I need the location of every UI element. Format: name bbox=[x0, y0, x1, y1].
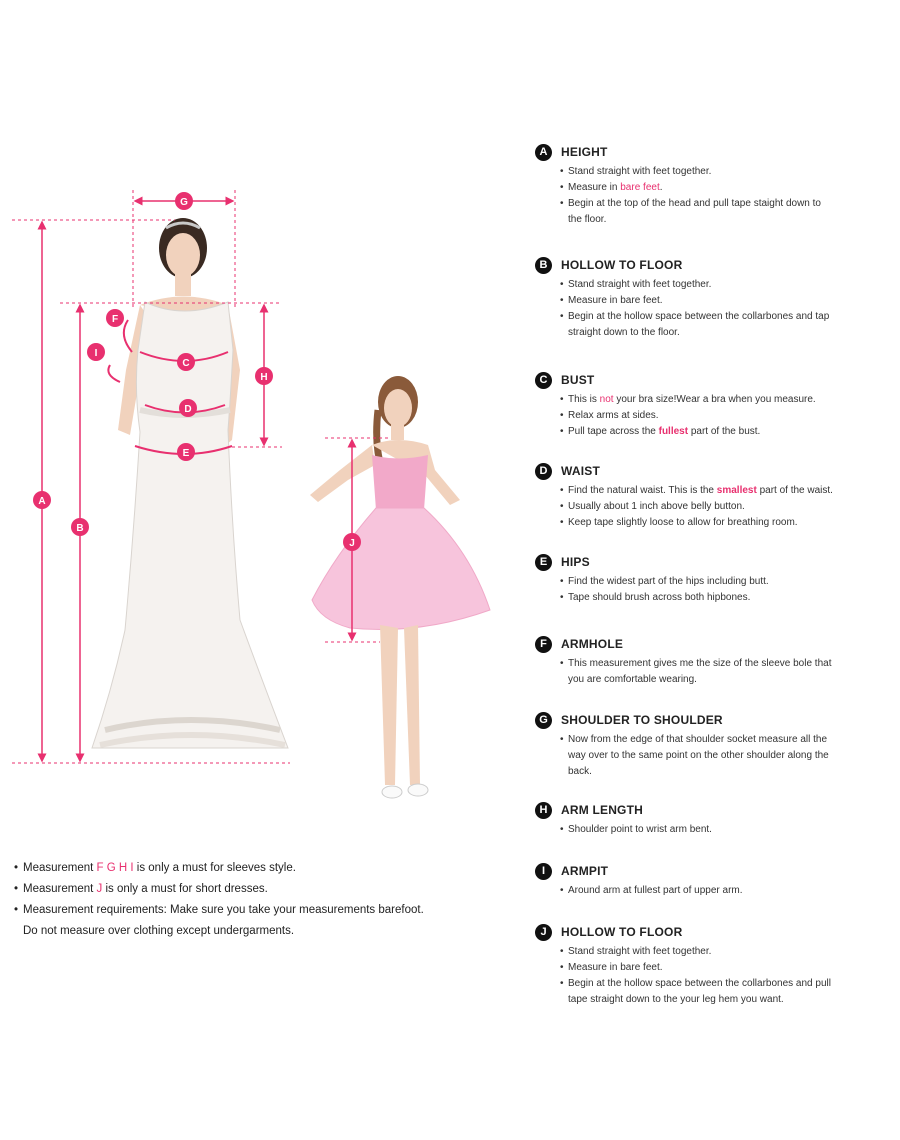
badge-i: I bbox=[535, 863, 552, 880]
section-title: BUST bbox=[561, 373, 595, 387]
bullet: • Stand straight with feet together. bbox=[560, 944, 865, 960]
bullet: • Around arm at fullest part of upper arm. bbox=[560, 883, 865, 899]
bullet: • Measure in bare feet. bbox=[560, 293, 865, 309]
bride-figure bbox=[92, 218, 288, 748]
svg-text:I: I bbox=[94, 348, 98, 359]
section-title: ARMPIT bbox=[561, 864, 609, 878]
marker-b bbox=[71, 518, 89, 536]
bullet-continuation: the floor. bbox=[568, 214, 607, 225]
svg-text:C: C bbox=[182, 358, 190, 369]
badge-e: E bbox=[535, 554, 552, 571]
measurement-notes bbox=[14, 858, 484, 942]
badge-d: D bbox=[535, 463, 552, 480]
badge-h: H bbox=[535, 802, 552, 819]
marker-f bbox=[106, 309, 124, 327]
bullet-continuation: way over to the same point on the other shoulder along the bbox=[568, 750, 829, 761]
marker-e bbox=[177, 443, 195, 461]
badge-c: C bbox=[535, 372, 552, 389]
section-title: HOLLOW TO FLOOR bbox=[561, 925, 683, 939]
marker-i bbox=[87, 343, 105, 361]
bullet: • Measure in bare feet. bbox=[560, 180, 865, 196]
badge-b: B bbox=[535, 257, 552, 274]
section-height bbox=[535, 143, 865, 228]
svg-text:D: D bbox=[184, 404, 192, 415]
bullet: • Tape should brush across both hipbones. bbox=[560, 590, 865, 606]
bullet-continuation: straight down to the floor. bbox=[568, 327, 680, 338]
bullet-continuation: tape straight down to the your leg hem you want. bbox=[568, 994, 784, 1005]
bullet: • Begin at the hollow space between the collarbones and pull bbox=[560, 976, 865, 992]
section-title: HIPS bbox=[561, 555, 590, 569]
svg-text:B: B bbox=[76, 523, 84, 534]
bullet: • Shoulder point to wrist arm bent. bbox=[560, 822, 865, 838]
marker-h bbox=[255, 367, 273, 385]
short-dress-figure bbox=[310, 376, 490, 798]
section-title: ARMHOLE bbox=[561, 637, 624, 651]
section-hips bbox=[535, 553, 865, 606]
bullet-continuation: back. bbox=[568, 766, 592, 777]
bullet: • Usually about 1 inch above belly button. bbox=[560, 499, 865, 515]
svg-text:A: A bbox=[38, 496, 46, 507]
section-hollow-to-floor bbox=[535, 256, 865, 341]
bullet: • This measurement gives me the size of the sleeve bole that bbox=[560, 656, 865, 672]
marker-j bbox=[343, 533, 361, 551]
badge-g: G bbox=[535, 712, 552, 729]
section-title: HEIGHT bbox=[561, 145, 608, 159]
note-sleeves: • Measurement F G H I is only a must for sleeves style. bbox=[14, 858, 484, 879]
bullet: • Stand straight with feet together. bbox=[560, 277, 865, 293]
note-short-dresses: • Measurement J is only a must for short dresses. bbox=[14, 879, 484, 900]
section-waist bbox=[535, 462, 865, 531]
measurement-illustration bbox=[0, 170, 500, 820]
bullet: • Measure in bare feet. bbox=[560, 960, 865, 976]
badge-j: J bbox=[535, 924, 552, 941]
bullet: • Find the widest part of the hips including butt. bbox=[560, 574, 865, 590]
bullet: • This is not your bra size!Wear a bra when you measure. bbox=[560, 392, 865, 408]
bullet-continuation: you are comfortable wearing. bbox=[568, 674, 697, 685]
bullet: • Begin at the hollow space between the collarbones and tap bbox=[560, 309, 865, 325]
section-title: HOLLOW TO FLOOR bbox=[561, 258, 683, 272]
section-title: SHOULDER TO SHOULDER bbox=[561, 713, 723, 727]
svg-text:E: E bbox=[182, 448, 190, 459]
bullet: • Keep tape slightly loose to allow for breathing room. bbox=[560, 515, 865, 531]
section-hollow-to-floor-short bbox=[535, 923, 865, 1008]
section-shoulder-to-shoulder bbox=[535, 711, 865, 780]
bullet: • Begin at the top of the head and pull tape staight down to bbox=[560, 196, 865, 212]
bullet: • Pull tape across the fullest part of the bust. bbox=[560, 424, 865, 440]
bullet: • Stand straight with feet together. bbox=[560, 164, 865, 180]
badge-a: A bbox=[535, 144, 552, 161]
section-bust bbox=[535, 371, 865, 440]
badge-f: F bbox=[535, 636, 552, 653]
section-title: WAIST bbox=[561, 464, 600, 478]
svg-text:G: G bbox=[180, 197, 188, 208]
svg-text:J: J bbox=[349, 538, 355, 549]
note-requirements-continuation: Do not measure over clothing except undergarments. bbox=[23, 925, 295, 937]
svg-text:H: H bbox=[260, 372, 268, 383]
svg-text:F: F bbox=[111, 314, 119, 325]
section-arm-length bbox=[535, 801, 865, 838]
marker-c bbox=[177, 353, 195, 371]
marker-g bbox=[175, 192, 193, 210]
section-title: ARM LENGTH bbox=[561, 803, 643, 817]
bullet: • Now from the edge of that shoulder socket measure all the bbox=[560, 732, 865, 748]
marker-a bbox=[33, 491, 51, 509]
note-requirements: • Measurement requirements: Make sure you take your measurements barefoot. bbox=[14, 900, 484, 921]
bullet: • Find the natural waist. This is the smallest part of the waist. bbox=[560, 483, 865, 499]
marker-d bbox=[179, 399, 197, 417]
bullet: • Relax arms at sides. bbox=[560, 408, 865, 424]
section-armhole bbox=[535, 635, 865, 688]
section-armpit bbox=[535, 862, 865, 899]
